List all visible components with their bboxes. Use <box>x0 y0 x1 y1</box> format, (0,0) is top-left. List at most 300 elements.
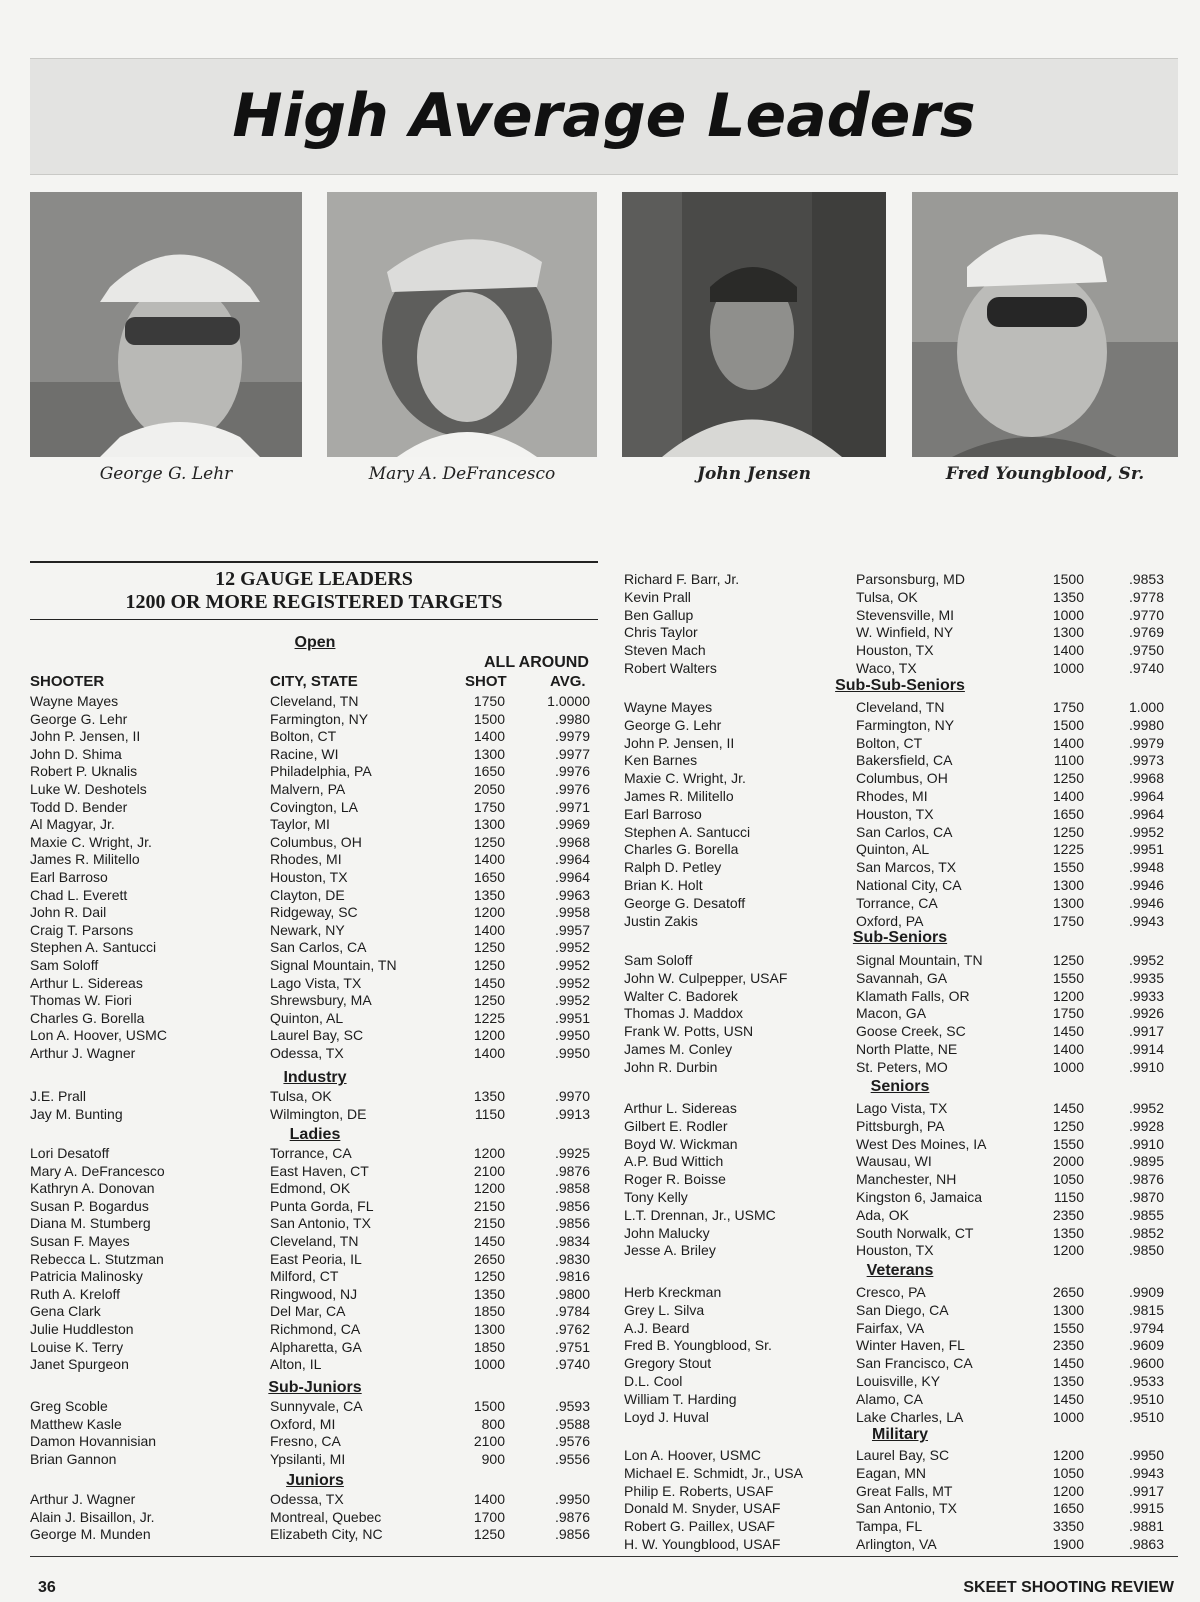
shot-count: 1250 <box>1052 952 1084 968</box>
city-state: Oxford, PA <box>856 912 924 929</box>
city-state: San Antonio, TX <box>856 1500 957 1517</box>
shot-count: 1200 <box>473 904 505 921</box>
shooter-name: Arthur J. Wagner <box>30 1045 136 1061</box>
shooter-name: Jesse A. Briley <box>624 1242 716 1259</box>
shot-count: 1000 <box>1052 1058 1084 1075</box>
shot-count: 1500 <box>473 710 505 727</box>
average: .9952 <box>554 992 590 1009</box>
shot-count: 2150 <box>473 1197 505 1214</box>
shooter-name: Lon A. Hoover, USMC <box>624 1447 761 1463</box>
col-header-all-around: ALL AROUND <box>484 654 589 671</box>
average: .9950 <box>1128 1447 1164 1463</box>
shot-count: 1350 <box>1052 588 1084 605</box>
table-row <box>624 751 1164 769</box>
shot-count: 1650 <box>473 763 505 780</box>
table-row <box>30 921 590 939</box>
table-row <box>30 1105 590 1123</box>
shooter-name: Ben Gallup <box>624 606 694 623</box>
section-title-sub-seniors: Sub-Seniors <box>852 929 948 946</box>
city-state: Macon, GA <box>856 1005 927 1022</box>
city-state: Odessa, TX <box>270 1491 344 1507</box>
shot-count: 2350 <box>1052 1337 1084 1354</box>
shot-count: 1550 <box>1052 1135 1084 1152</box>
average: .9935 <box>1128 969 1164 986</box>
shot-count: 1500 <box>1052 716 1084 733</box>
shooter-name: Tony Kelly <box>624 1189 688 1205</box>
shooter-name: Charles G. Borella <box>30 1009 145 1026</box>
shot-count: 1200 <box>1052 1482 1084 1499</box>
average: .9952 <box>554 974 590 991</box>
table-row <box>30 1490 590 1508</box>
table-row <box>624 570 1164 588</box>
table-row <box>624 1117 1164 1135</box>
average: .9950 <box>554 1027 590 1044</box>
shooter-name: Robert Walters <box>624 660 717 676</box>
table-row <box>30 692 590 710</box>
city-state: Louisville, KY <box>856 1373 941 1389</box>
shot-count: 1450 <box>1052 1355 1084 1372</box>
table-row <box>30 1179 590 1197</box>
shooter-name: Robert G. Paillex, USAF <box>624 1518 775 1535</box>
shot-count: 1850 <box>473 1338 505 1355</box>
average: .9909 <box>1128 1284 1164 1300</box>
shooter-name: Gregory Stout <box>624 1355 712 1372</box>
shooter-name: H. W. Youngblood, USAF <box>624 1536 781 1552</box>
city-state: Parsonsburg, MD <box>856 571 965 587</box>
average: .9850 <box>1128 1242 1164 1259</box>
table-row <box>624 1058 1164 1076</box>
shot-count: 1200 <box>473 1145 505 1161</box>
table-row <box>624 1499 1164 1517</box>
shot-count: 1750 <box>473 798 505 815</box>
table-row <box>624 1022 1164 1040</box>
table-row <box>624 1482 1164 1500</box>
city-state: Bolton, CT <box>270 728 337 745</box>
shot-count: 800 <box>481 1415 505 1432</box>
city-state: Wilmington, DE <box>270 1105 367 1122</box>
average: .9870 <box>1128 1189 1164 1205</box>
table-row <box>624 734 1164 752</box>
shot-count: 1300 <box>1052 624 1084 641</box>
city-state: W. Winfield, NY <box>856 624 954 641</box>
shot-count: 900 <box>481 1450 505 1467</box>
shooter-name: Thomas J. Maddox <box>624 1005 744 1022</box>
average: .9964 <box>554 851 590 868</box>
shot-count: 1350 <box>473 1088 505 1104</box>
shooter-name: Chad L. Everett <box>30 886 128 903</box>
average: .9968 <box>554 833 590 850</box>
shooter-name: Robert P. Uknalis <box>30 763 138 780</box>
average: .9800 <box>554 1285 590 1302</box>
city-state: Quinton, AL <box>856 841 930 858</box>
shooter-name: J.E. Prall <box>30 1088 87 1104</box>
table-row <box>624 787 1164 805</box>
section-title-industry: Industry <box>283 1069 347 1086</box>
col-header-shot: SHOT <box>465 673 507 690</box>
city-state: Edmond, OK <box>270 1180 351 1197</box>
table-row <box>624 1372 1164 1390</box>
city-state: East Peoria, IL <box>270 1250 362 1267</box>
city-state: Fairfax, VA <box>856 1319 925 1336</box>
shot-count: 1550 <box>1052 859 1084 876</box>
shooter-name: George G. Desatoff <box>624 894 746 911</box>
city-state: Philadelphia, PA <box>270 763 372 780</box>
shooter-name: Justin Zakis <box>624 912 698 929</box>
table-row <box>30 1267 590 1285</box>
shooter-name: Maxie C. Wright, Jr. <box>624 770 746 787</box>
city-state: Signal Mountain, TN <box>270 957 397 973</box>
shooter-name: Luke W. Deshotels <box>30 781 147 797</box>
city-state: Rhodes, MI <box>270 851 342 868</box>
shooter-name: Herb Kreckman <box>624 1284 722 1300</box>
table-row <box>624 1390 1164 1408</box>
shot-count: 1000 <box>473 1356 505 1373</box>
table-row <box>30 1432 590 1450</box>
shot-count: 1300 <box>1052 1301 1084 1318</box>
caption-fred-youngblood: Fred Youngblood, Sr. <box>945 464 1145 484</box>
average: .9951 <box>554 1009 590 1026</box>
average: .9876 <box>554 1508 590 1525</box>
city-state: Kingston 6, Jamaica <box>856 1189 983 1205</box>
table-row <box>624 1170 1164 1188</box>
average: .9740 <box>554 1356 590 1373</box>
city-state: Lago Vista, TX <box>856 1100 948 1116</box>
table-row <box>624 1354 1164 1372</box>
average: .9830 <box>554 1250 590 1267</box>
page-title: High Average Leaders <box>232 81 976 151</box>
shooter-name: Susan F. Mayes <box>30 1233 130 1249</box>
table-row <box>624 698 1164 716</box>
average: .9876 <box>554 1162 590 1179</box>
shooter-name: Steven Mach <box>624 642 706 659</box>
section-title-military: Military <box>871 1426 928 1443</box>
table-row <box>30 1450 590 1468</box>
table-row <box>624 951 1164 969</box>
shot-count: 1750 <box>1052 912 1084 929</box>
shooter-name: Arthur L. Sidereas <box>30 974 143 991</box>
table-row <box>30 1250 590 1268</box>
table-row <box>30 974 590 992</box>
shot-count: 1250 <box>473 939 505 956</box>
table-row <box>30 956 590 974</box>
average: .9750 <box>1128 642 1164 659</box>
average: .9600 <box>1128 1355 1164 1372</box>
city-state: Alamo, CA <box>856 1390 923 1407</box>
table-row <box>30 938 590 956</box>
shooter-name: A.J. Beard <box>624 1319 690 1336</box>
city-state: Great Falls, MT <box>856 1482 953 1499</box>
city-state: Clayton, DE <box>270 886 345 903</box>
section-title-veterans: Veterans <box>866 1262 934 1279</box>
city-state: St. Peters, MO <box>856 1058 948 1075</box>
table-row <box>624 894 1164 912</box>
shot-count: 1350 <box>1052 1373 1084 1389</box>
average: .9856 <box>554 1526 590 1543</box>
table-heading-line2: 1200 OR MORE REGISTERED TARGETS <box>125 591 503 613</box>
table-row <box>30 1338 590 1356</box>
page-number: 36 <box>38 1579 56 1596</box>
shot-count: 1500 <box>1052 571 1084 587</box>
average: .9533 <box>1128 1373 1164 1389</box>
shooter-name: Gena Clark <box>30 1303 101 1320</box>
city-state: Savannah, GA <box>856 969 948 986</box>
average: .9957 <box>554 921 590 938</box>
average: .9917 <box>1128 1482 1164 1499</box>
shooter-name: Roger R. Boisse <box>624 1171 726 1188</box>
shooter-name: Philip E. Roberts, USAF <box>624 1482 774 1499</box>
shooter-name: George G. Lehr <box>30 710 128 727</box>
city-state: Torrance, CA <box>856 894 938 911</box>
shot-count: 1300 <box>473 745 505 762</box>
shooter-name: Chris Taylor <box>624 624 698 641</box>
average: .9762 <box>554 1321 590 1337</box>
shooter-name: A.P. Bud Wittich <box>624 1153 724 1170</box>
table-row <box>30 1525 590 1543</box>
average: .9946 <box>1128 894 1164 911</box>
shooter-name: Lori Desatoff <box>30 1145 110 1161</box>
average: .9834 <box>554 1233 590 1249</box>
city-state: San Carlos, CA <box>270 939 367 956</box>
shot-count: 2150 <box>473 1215 505 1232</box>
table-row <box>624 1301 1164 1319</box>
average: .9855 <box>1128 1206 1164 1223</box>
city-state: Cleveland, TN <box>270 693 359 709</box>
average: .9946 <box>1128 877 1164 893</box>
shot-count: 1400 <box>473 921 505 938</box>
shooter-name: Earl Barroso <box>30 869 108 885</box>
table-row <box>30 1009 590 1027</box>
table-row <box>624 1535 1164 1553</box>
shooter-name: Ralph D. Petley <box>624 859 722 876</box>
shot-count: 1900 <box>1052 1536 1084 1552</box>
shooter-name: Michael E. Schmidt, Jr., USA <box>624 1464 803 1481</box>
city-state: Montreal, Quebec <box>270 1508 382 1525</box>
table-row <box>30 815 590 833</box>
table-row <box>30 1397 590 1415</box>
table-row <box>30 710 590 728</box>
city-state: San Antonio, TX <box>270 1215 371 1232</box>
city-state: San Francisco, CA <box>856 1355 973 1372</box>
city-state: Alton, IL <box>270 1356 322 1373</box>
shooter-name: Boyd W. Wickman <box>624 1135 738 1152</box>
table-row <box>624 606 1164 624</box>
table-row <box>624 840 1164 858</box>
caption-mary-defrancesco: Mary A. DeFrancesco <box>368 464 556 484</box>
average: .9751 <box>554 1338 590 1355</box>
average: .9958 <box>554 904 590 921</box>
table-row <box>30 1162 590 1180</box>
average: .9952 <box>554 957 590 973</box>
average: .9943 <box>1128 912 1164 929</box>
average: .9588 <box>554 1415 590 1432</box>
city-state: Odessa, TX <box>270 1045 344 1061</box>
shooter-name: Walter C. Badorek <box>624 987 738 1004</box>
shot-count: 2000 <box>1052 1153 1084 1170</box>
shooter-name: John Malucky <box>624 1224 710 1241</box>
section-title-juniors: Juniors <box>286 1472 344 1489</box>
average: .9510 <box>1128 1408 1164 1425</box>
table-row <box>30 780 590 798</box>
average: .9881 <box>1128 1518 1164 1535</box>
average: .9769 <box>1128 624 1164 641</box>
average: .9778 <box>1128 588 1164 605</box>
shot-count: 1400 <box>473 1491 505 1507</box>
shot-count: 1300 <box>1052 894 1084 911</box>
city-state: Houston, TX <box>856 1242 934 1259</box>
city-state: Houston, TX <box>270 869 348 885</box>
city-state: North Platte, NE <box>856 1041 958 1057</box>
city-state: Signal Mountain, TN <box>856 952 983 968</box>
shooter-name: William T. Harding <box>624 1390 737 1407</box>
city-state: Cleveland, TN <box>856 699 945 715</box>
shot-count: 1750 <box>1052 699 1084 715</box>
caption-john-jensen: John Jensen <box>697 464 811 484</box>
shot-count: 1250 <box>1052 823 1084 840</box>
shooter-name: James M. Conley <box>624 1041 733 1057</box>
shot-count: 1450 <box>1052 1100 1084 1116</box>
city-state: Ypsilanti, MI <box>270 1450 346 1467</box>
shot-count: 1250 <box>473 1268 505 1285</box>
table-row <box>30 745 590 763</box>
shooter-name: Frank W. Potts, USN <box>624 1023 754 1040</box>
city-state: Cresco, PA <box>856 1284 926 1300</box>
shot-count: 1450 <box>473 1233 505 1249</box>
table-row <box>624 987 1164 1005</box>
shooter-name: Kathryn A. Donovan <box>30 1180 155 1197</box>
shooter-name: L.T. Drennan, Jr., USMC <box>624 1206 776 1223</box>
table-row <box>624 641 1164 659</box>
shooter-name: Arthur J. Wagner <box>30 1491 136 1507</box>
shooter-name: Sam Soloff <box>30 957 99 973</box>
average: .9853 <box>1128 571 1164 587</box>
col-header-avg: AVG. <box>550 673 586 690</box>
average: .9943 <box>1128 1464 1164 1481</box>
table-row <box>624 1206 1164 1224</box>
shooter-name: James R. Militello <box>624 788 734 804</box>
col-header-shooter: SHOOTER <box>30 673 105 690</box>
table-row <box>30 727 590 745</box>
city-state: West Des Moines, IA <box>856 1135 987 1152</box>
table-row <box>30 1214 590 1232</box>
city-state: South Norwalk, CT <box>856 1224 974 1241</box>
average: .9964 <box>554 869 590 885</box>
average: .9770 <box>1128 606 1164 623</box>
shooter-name: Alain J. Bisaillon, Jr. <box>30 1508 155 1525</box>
table-row <box>624 1040 1164 1058</box>
shot-count: 1400 <box>1052 642 1084 659</box>
average: .9910 <box>1128 1135 1164 1152</box>
city-state: National City, CA <box>856 877 962 893</box>
shot-count: 1200 <box>473 1027 505 1044</box>
table-row <box>624 1241 1164 1259</box>
average: .9951 <box>1128 841 1164 858</box>
shot-count: 1250 <box>473 992 505 1009</box>
heading-bottom-rule <box>30 619 598 620</box>
shot-count: 1300 <box>473 1321 505 1337</box>
shot-count: 1250 <box>473 957 505 973</box>
table-row <box>624 1464 1164 1482</box>
average: .9609 <box>1128 1337 1164 1354</box>
shot-count: 1000 <box>1052 606 1084 623</box>
table-row <box>624 1319 1164 1337</box>
city-state: San Marcos, TX <box>856 859 957 876</box>
city-state: Cleveland, TN <box>270 1233 359 1249</box>
shot-count: 1050 <box>1052 1171 1084 1188</box>
shot-count: 2050 <box>473 781 505 797</box>
shooter-name: Fred B. Youngblood, Sr. <box>624 1337 772 1354</box>
city-state: Ada, OK <box>856 1206 909 1223</box>
shooter-name: Patricia Malinosky <box>30 1268 143 1285</box>
average: .9510 <box>1128 1390 1164 1407</box>
average: 1.0000 <box>547 693 590 709</box>
shot-count: 1650 <box>1052 1500 1084 1517</box>
average: .9971 <box>554 798 590 815</box>
shooter-name: Gilbert E. Rodler <box>624 1117 728 1134</box>
average: .9952 <box>1128 823 1164 840</box>
table-row <box>30 1232 590 1250</box>
city-state: Shrewsbury, MA <box>270 992 372 1009</box>
shooter-name: Wayne Mayes <box>30 693 119 709</box>
average: .9976 <box>554 781 590 797</box>
city-state: Laurel Bay, SC <box>856 1447 950 1463</box>
city-state: Punta Gorda, FL <box>270 1197 374 1214</box>
average: .9852 <box>1128 1224 1164 1241</box>
shooter-name: Charles G. Borella <box>624 841 739 858</box>
shot-count: 1400 <box>1052 1041 1084 1057</box>
city-state: Houston, TX <box>856 642 934 659</box>
average: .9968 <box>1128 770 1164 787</box>
average: .9576 <box>554 1433 590 1450</box>
city-state: Columbus, OH <box>270 833 362 850</box>
shooter-name: Craig T. Parsons <box>30 921 134 938</box>
shooter-name: Matthew Kasle <box>30 1415 122 1432</box>
shooter-name: John P. Jensen, II <box>624 734 735 751</box>
shooter-name: Sam Soloff <box>624 952 693 968</box>
city-state: Manchester, NH <box>856 1171 957 1188</box>
shot-count: 1000 <box>1052 660 1084 676</box>
shot-count: 1250 <box>473 1526 505 1543</box>
city-state: Tampa, FL <box>856 1518 923 1535</box>
table-row <box>624 805 1164 823</box>
shooter-name: John P. Jensen, II <box>30 728 141 745</box>
footer-rule <box>30 1556 1178 1557</box>
average: .9926 <box>1128 1005 1164 1022</box>
shot-count: 1400 <box>473 728 505 745</box>
city-state: Ringwood, NJ <box>270 1285 358 1302</box>
city-state: Malvern, PA <box>270 781 346 797</box>
table-row <box>624 969 1164 987</box>
city-state: Rhodes, MI <box>856 788 928 804</box>
shot-count: 1150 <box>1053 1189 1084 1205</box>
shooter-name: Richard F. Barr, Jr. <box>624 571 740 587</box>
city-state: Tulsa, OK <box>856 588 918 605</box>
table-row <box>624 1004 1164 1022</box>
city-state: San Diego, CA <box>856 1301 949 1318</box>
shot-count: 1050 <box>1052 1464 1084 1481</box>
city-state: Arlington, VA <box>856 1536 937 1552</box>
table-row <box>30 833 590 851</box>
photo-fred-youngblood <box>912 192 1178 457</box>
average: .9593 <box>554 1398 590 1414</box>
table-row <box>624 1336 1164 1354</box>
shot-count: 1400 <box>473 1045 505 1061</box>
average: .9910 <box>1128 1058 1164 1075</box>
city-state: Stevensville, MI <box>856 606 955 623</box>
shot-count: 2650 <box>473 1250 505 1267</box>
city-state: Pittsburgh, PA <box>856 1117 945 1134</box>
table-row <box>624 769 1164 787</box>
shot-count: 1850 <box>473 1303 505 1320</box>
